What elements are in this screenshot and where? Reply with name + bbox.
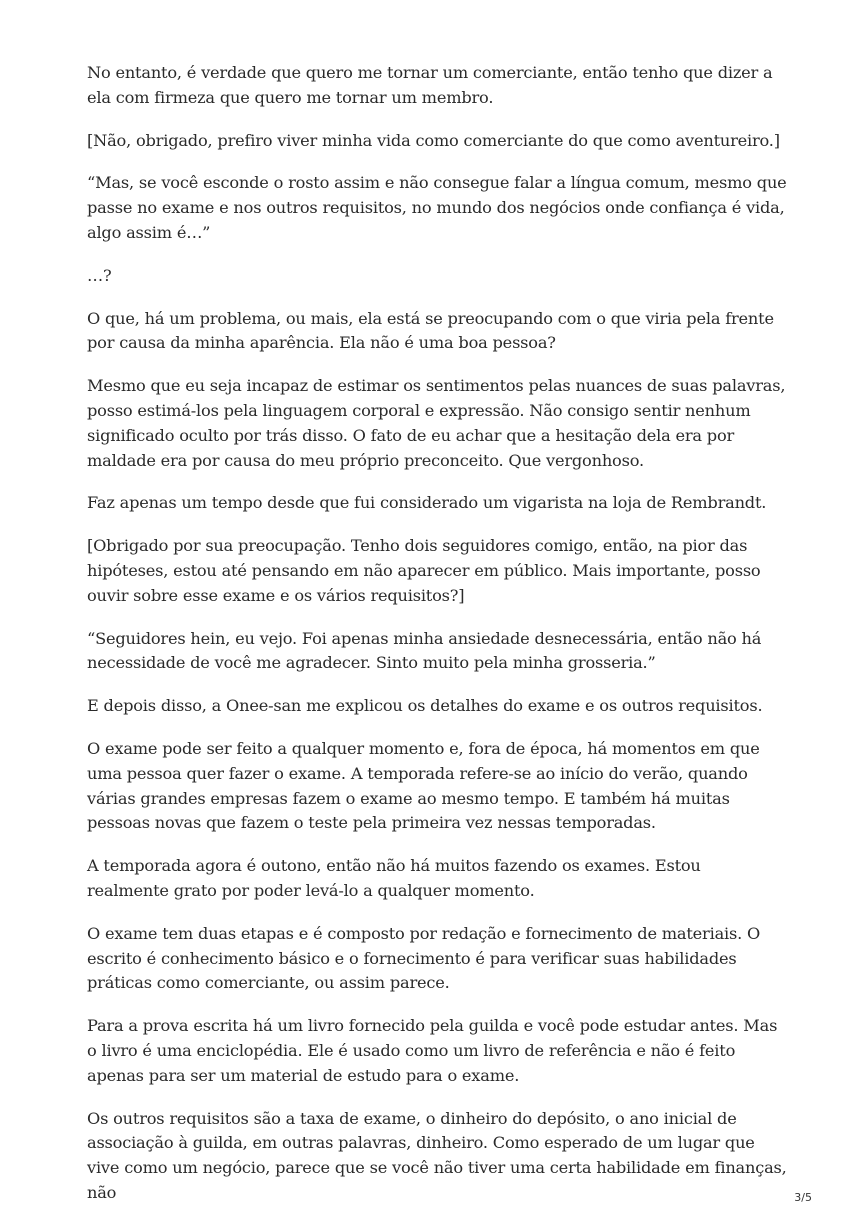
page-number: 3/5 [794,1191,812,1204]
paragraph: Para a prova escrita há um livro fornecido pela guilda e você pode estudar antes. Mas o livro é uma enciclopédia. Ele é usado como um livro de referência e não é feito apenas para ser um material de estudo para o exame. [87,1016,778,1085]
paragraph: No entanto, é verdade que quero me tornar um comerciante, então tenho que dizer a ela com firmeza que quero me tornar um membro. [87,63,773,107]
paragraph: Faz apenas um tempo desde que fui considerado um vigarista na loja de Rembrandt. [87,493,767,513]
paragraph: A temporada agora é outono, então não há muitos fazendo os exames. Estou realmente grato por poder levá-lo a qualquer momento. [87,856,701,900]
paragraph: [Não, obrigado, prefiro viver minha vida como comerciante do que como aventureiro.] [87,130,780,150]
paragraph: Os outros requisitos são a taxa de exame, o dinheiro do depósito, o ano inicial de associação à guilda, em outras palavras, dinheiro. Como esperado de um lugar que vive como um negócio, parece que se você não tiver uma certa habilidade em finanças, não [87,1108,787,1202]
paragraph: [Obrigado por sua preocupação. Tenho dois seguidores comigo, então, na pior das hipóteses, estou até pensando em não aparecer em público. Mais importante, posso ouvir sobre esse exame e os vários requisitos?] [87,536,761,605]
paragraph: O que, há um problema, ou mais, ela está se preocupando com o que viria pela frente por causa da minha aparência. Ela não é uma boa pessoa? [87,308,774,353]
paragraph: …? [87,265,112,285]
paragraph: “Mas, se você esconde o rosto assim e não consegue falar a língua comum, mesmo que passe no exame e nos outros requisitos, no mundo dos negócios onde confiança é vida, algo assim é…” [87,173,787,242]
paragraph: Mesmo que eu seja incapaz de estimar os sentimentos pelas nuances de suas palavras, posso estimá-los pela linguagem corporal e expressão. Não consigo sentir nenhum significado oculto por trás disso. O fato de eu achar que a hesitação dela era por maldade era por causa do meu próprio preconceito. Que vergonhoso. [87,376,786,470]
document-body [87,61,787,1224]
paragraph: O exame pode ser feito a qualquer momento e, fora de época, há momentos em que uma pessoa quer fazer o exame. A temporada refere-se ao início do verão, quando várias grandes empresas fazem o exame ao mesmo tempo. E também há muitas pessoas novas que fazem o teste pela primeira vez nessas temporadas. [87,738,760,833]
paragraph: O exame tem duas etapas e é composto por redação e fornecimento de materiais. O escrito é conhecimento básico e o fornecimento é para verificar suas habilidades práticas como comerciante, ou assim parece. [87,923,761,993]
paragraph: “Seguidores hein, eu vejo. Foi apenas minha ansiedade desnecessária, então não há necessidade de você me agradecer. Sinto muito pela minha grosseria.” [87,628,762,673]
paragraph: E depois disso, a Onee-san me explicou os detalhes do exame e os outros requisitos. [87,696,763,716]
